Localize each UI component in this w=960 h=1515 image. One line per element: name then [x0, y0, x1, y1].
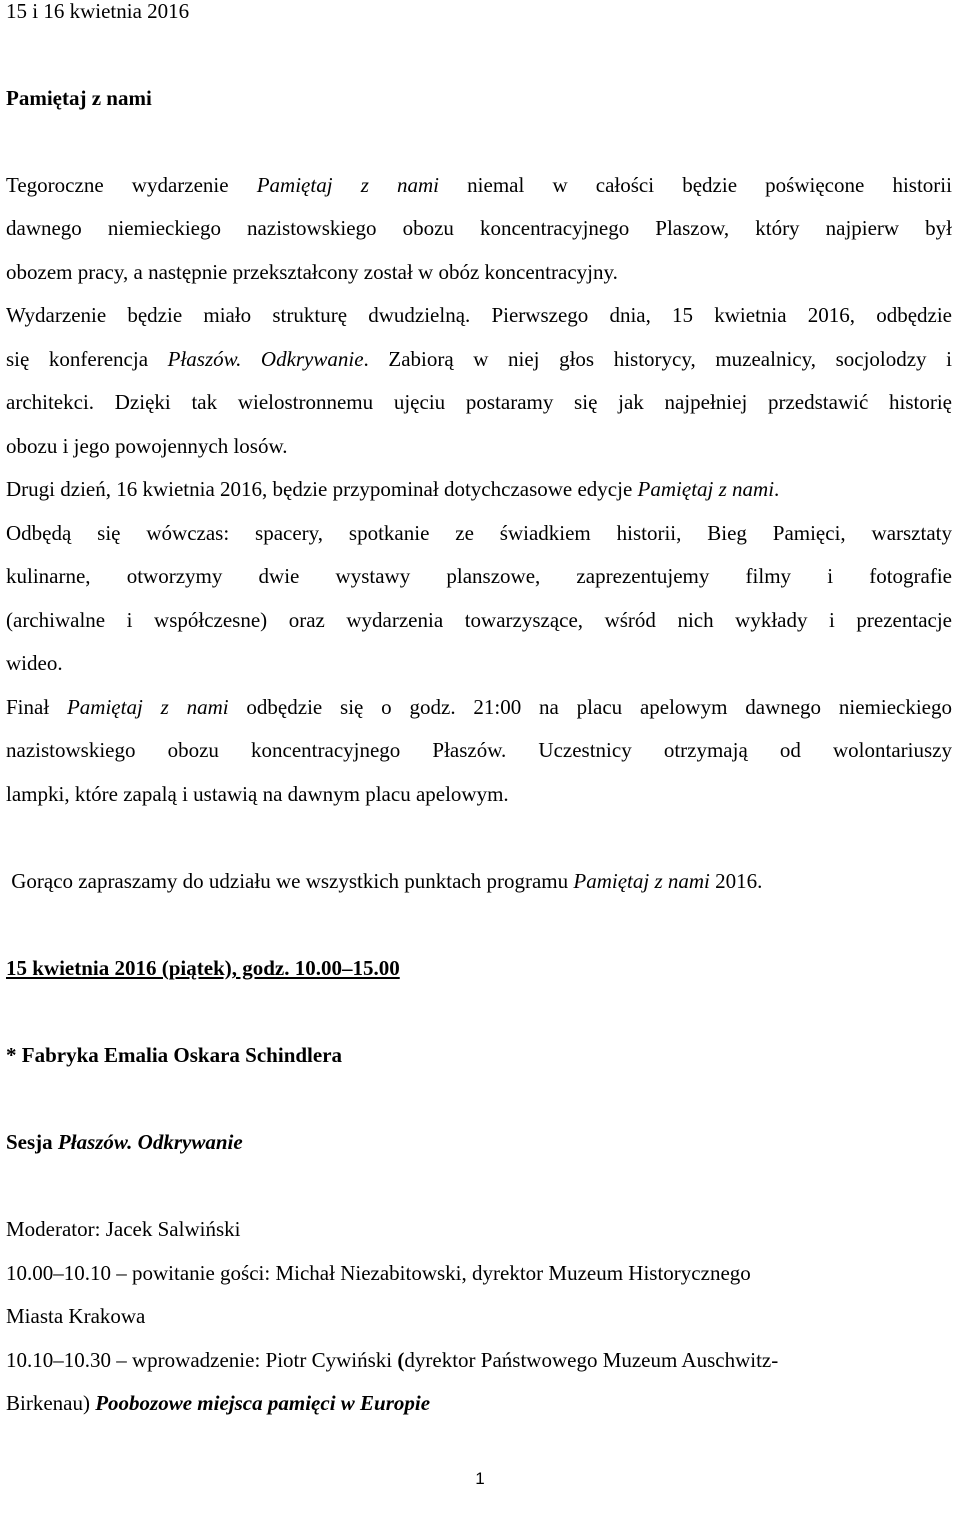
text-line: lampki, które zapalą i ustawią na dawnym placu apelowym. — [6, 782, 509, 806]
text-line: Wydarzenie będzie miało strukturę dwudzielną. Pierwszego dnia, 15 kwietnia 2016, odbędzie — [6, 303, 952, 327]
event-name: Pamiętaj z nami — [66, 695, 229, 719]
text-line: dawnego niemieckiego nazistowskiego obozu koncentracyjnego Plaszow, który najpierw był — [6, 216, 952, 240]
moderator-line: Moderator: Jacek Salwiński — [6, 1217, 241, 1241]
text-line: obozem pracy, a następnie przekształcony został w obóz koncentracyjny. — [6, 260, 618, 284]
text-line: kulinarne, otworzymy dwie wystawy planszowe, zaprezentujemy filmy i fotografie — [6, 564, 952, 588]
text-line: Miasta Krakowa — [6, 1304, 146, 1328]
text-line: 10.00–10.10 – powitanie gości: Michał Niezabitowski, dyrektor Muzeum Historycznego — [6, 1261, 751, 1285]
text-line: Finał Pamiętaj z nami odbędzie się o godz. 21:00 na placu apelowym dawnego niemieckiego — [6, 695, 952, 719]
invitation-line: Gorąco zapraszamy do udziału we wszystkich punktach programu Pamiętaj z nami 2016. — [6, 869, 763, 893]
date-header: 15 i 16 kwietnia 2016 — [6, 0, 190, 23]
text-line: (archiwalne i współczesne) oraz wydarzenia towarzyszące, wśród nich wykłady i prezentacje — [6, 608, 952, 632]
text-line: Drugi dzień, 16 kwietnia 2016, będzie przypominał dotychczasowe edycje Pamiętaj z nami. — [6, 477, 780, 501]
text-line: Tegoroczne wydarzenie Pamiętaj z nami niemal w całości będzie poświęcone historii — [6, 173, 952, 197]
text-line: 10.10–10.30 – wprowadzenie: Piotr Cywiński (dyrektor Państwowego Muzeum Auschwitz- — [6, 1348, 779, 1372]
text-line: wideo. — [6, 651, 63, 675]
text-line: nazistowskiego obozu koncentracyjnego Płaszów. Uczestnicy otrzymają od wolontariuszy — [6, 738, 952, 762]
text-line: obozu i jego powojennych losów. — [6, 434, 288, 458]
event-name: Pamiętaj z nami — [256, 173, 440, 197]
page-number: 1 — [475, 1469, 485, 1488]
text-line: Birkenau) Poobozowe miejsca pamięci w Europie — [6, 1391, 431, 1415]
text-line: architekci. Dzięki tak wielostronnemu ujęciu postaramy się jak najpełniej przedstawić historię — [6, 390, 952, 414]
event-name: Pamiętaj z nami — [637, 477, 775, 501]
text-line: Odbędą się wówczas: spacery, spotkanie ze świadkiem historii, Bieg Pamięci, warsztaty — [6, 521, 952, 545]
lecture-title: Poobozowe miejsca pamięci w Europie — [95, 1391, 431, 1415]
venue-heading: * Fabryka Emalia Oskara Schindlera — [6, 1043, 343, 1067]
day-one-heading: 15 kwietnia 2016 (piątek), godz. 10.00–15.00 — [6, 956, 400, 980]
text-line: się konferencja Płaszów. Odkrywanie. Zabiorą w niej głos historycy, muzealnicy, socjolodzy i — [6, 347, 952, 371]
event-name: Pamiętaj z nami — [573, 869, 710, 893]
session-heading: Sesja Płaszów. Odkrywanie — [6, 1130, 243, 1154]
document-title: Pamiętaj z nami — [6, 86, 152, 110]
conference-name: Płaszów. Odkrywanie — [167, 347, 364, 371]
session-name: Płaszów. Odkrywanie — [57, 1130, 243, 1154]
